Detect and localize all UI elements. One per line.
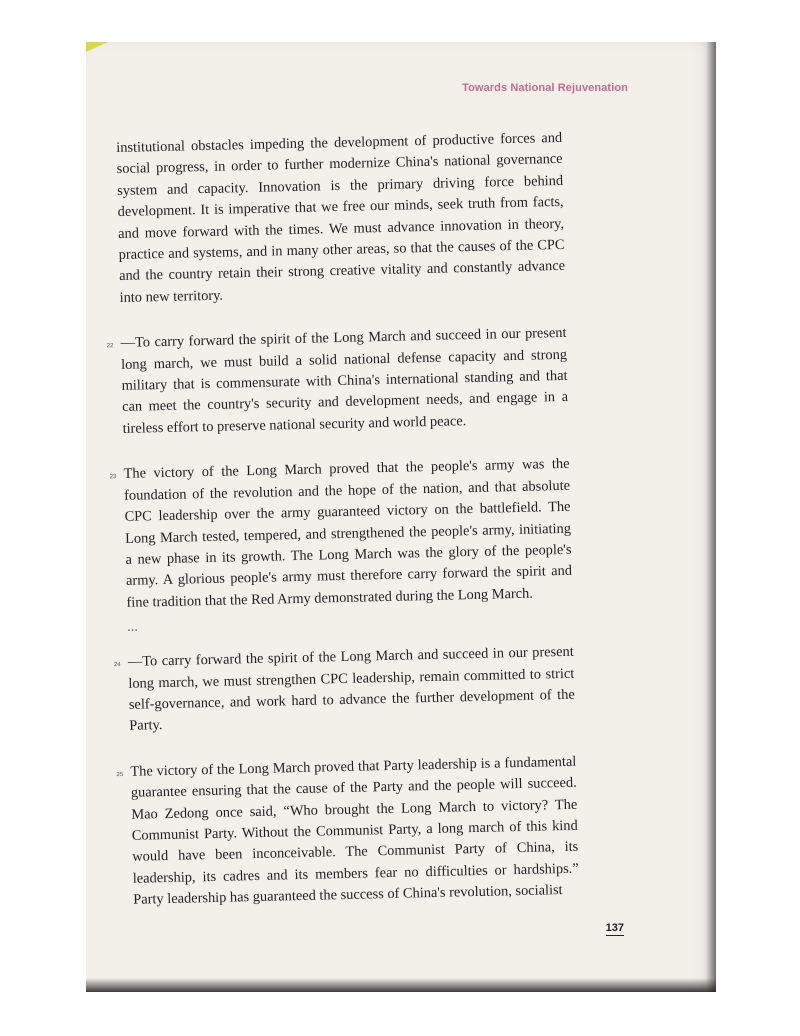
paragraph-text: —To carry forward the spirit of the Long March and succeed in our present long march, we must strengthen CPC leadership, remain committed to strict self-governance, and work hard to advance the further development of the Party. bbox=[127, 643, 575, 735]
paragraph-number: 22 bbox=[106, 343, 114, 350]
ellipsis: ... bbox=[126, 618, 139, 635]
paragraph-23 bbox=[109, 454, 573, 614]
book-page bbox=[86, 42, 716, 992]
paragraph-text: —To carry forward the spirit of the Long March and succeed in our present long march, we must build a solid national defense capacity and strong military that is commensurate with China's international standing and that can meet the country's security and development needs, and engage in a tireless effort to preserve national security and world peace. bbox=[120, 325, 569, 437]
paragraph-text: The victory of the Long March proved that the people's army was the foundation of the revolution and the hope of the nation, and that absolute CPC leadership over the army guaranteed victory on the battlefield. The Long March tested, tempered, and strengthened the people's army, initiating a new phase in its growth. The Long March was the glory of the people's army. A glorious people's army must therefore carry forward the spirit and fine tradition that the Red Army demonstrated during the Long March. bbox=[123, 456, 573, 611]
bottom-edge-shadow bbox=[86, 978, 716, 992]
page-curl-shadow bbox=[706, 42, 716, 992]
paragraph-text: institutional obstacles impeding the development of productive forces and social progress, in order to further modernize China's national governance system and capacity. Innovation is the primary driving force behind development. It is imperative that we free our minds, seek truth from facts, and move forward with the times. We must advance innovation in theory, practice and systems, and in many other areas, so that the causes of the CPC and the country retain their strong creative vitality and constantly advance into new territory. bbox=[116, 129, 566, 306]
corner-tape-mark bbox=[86, 42, 108, 52]
page-number: 137 bbox=[605, 922, 624, 934]
paragraph-number: 23 bbox=[109, 474, 117, 481]
paragraph-text: The victory of the Long March proved that Party leadership is a fundamental guarantee ensuring that the cause of the Party and the people will succeed. Mao Zedong once said, “Who brought the Long March to victory? The Communist Party. Without the Communist Party, a long march of this kind would have been inconceivable. The Communist Party of China, its leadership, its cadres and its members fear no difficulties or hardships.” Party leadership has guaranteed the success of China's revolution, socialist bbox=[130, 753, 579, 908]
running-header: Towards National Rejuvenation bbox=[462, 82, 628, 94]
paragraph-25 bbox=[116, 751, 579, 911]
body-text bbox=[106, 128, 580, 936]
paragraph-number: 24 bbox=[113, 662, 121, 669]
paragraph-continued bbox=[116, 128, 566, 309]
paragraph-22 bbox=[106, 323, 569, 440]
paragraph-24 bbox=[113, 642, 576, 738]
paragraph-number: 25 bbox=[116, 771, 124, 778]
